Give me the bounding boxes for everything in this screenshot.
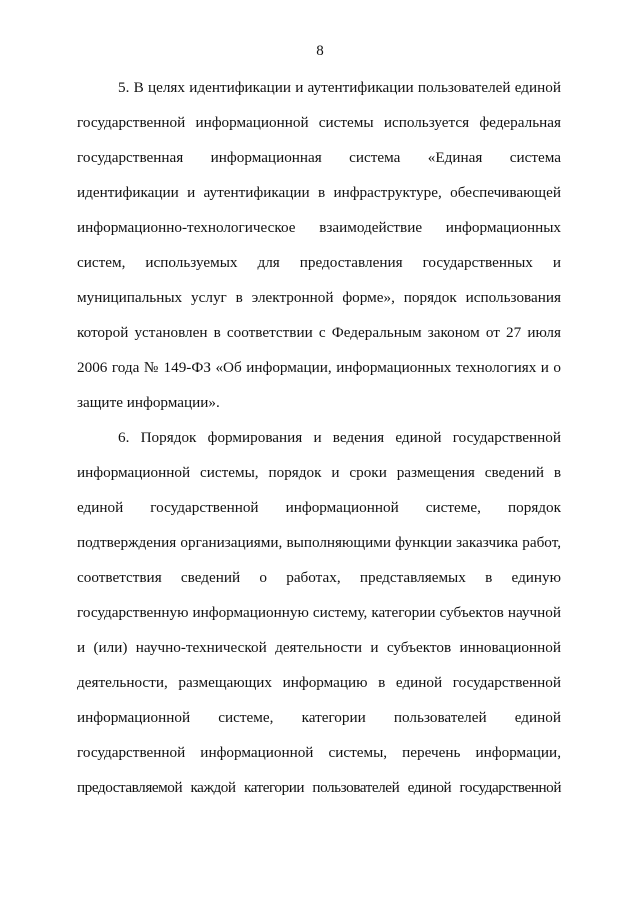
paragraph-line: 5. В целях идентификации и аутентификации пользователей единой [118, 79, 561, 96]
paragraph-line: предоставляемой каждой категории пользователей единой государственной [77, 779, 561, 796]
paragraph-line: систем, используемых для предоставления государственных и [77, 254, 561, 271]
paragraph-line: государственную информационную систему, категории субъектов научной [77, 604, 561, 621]
paragraph-line: единой государственной информационной системе, порядок [77, 499, 561, 516]
paragraph-line: 6. Порядок формирования и ведения единой государственной [118, 429, 561, 446]
page-number: 8 [316, 43, 324, 59]
paragraph-line: информационной системе, категории пользователей единой [77, 709, 561, 726]
paragraph-line: государственной информационной системы, перечень информации, [77, 744, 561, 761]
paragraph-line: соответствия сведений о работах, представляемых в единую [77, 569, 561, 586]
paragraph-line: идентификации и аутентификации в инфраструктуре, обеспечивающей [77, 184, 561, 201]
paragraph-line: муниципальных услуг в электронной форме», порядок использования [77, 289, 561, 306]
paragraph-line: которой установлен в соответствии с Федеральным законом от 27 июля [77, 324, 561, 341]
paragraph-line: подтверждения организациями, выполняющими функции заказчика работ, [77, 534, 561, 551]
paragraph-line: и (или) научно-технической деятельности и субъектов инновационной [77, 639, 561, 656]
paragraph-line: защите информации». [77, 394, 220, 411]
paragraph-line: государственная информационная система «Единая система [77, 149, 561, 166]
paragraph-line: государственной информационной системы используется федеральная [77, 114, 561, 131]
paragraph-line: информационной системы, порядок и сроки размещения сведений в [77, 464, 561, 481]
paragraph-line: деятельности, размещающих информацию в единой государственной [77, 674, 561, 691]
paragraph-line: информационно-технологическое взаимодействие информационных [77, 219, 561, 236]
paragraph-line: 2006 года № 149-ФЗ «Об информации, информационных технологиях и о [77, 359, 561, 376]
